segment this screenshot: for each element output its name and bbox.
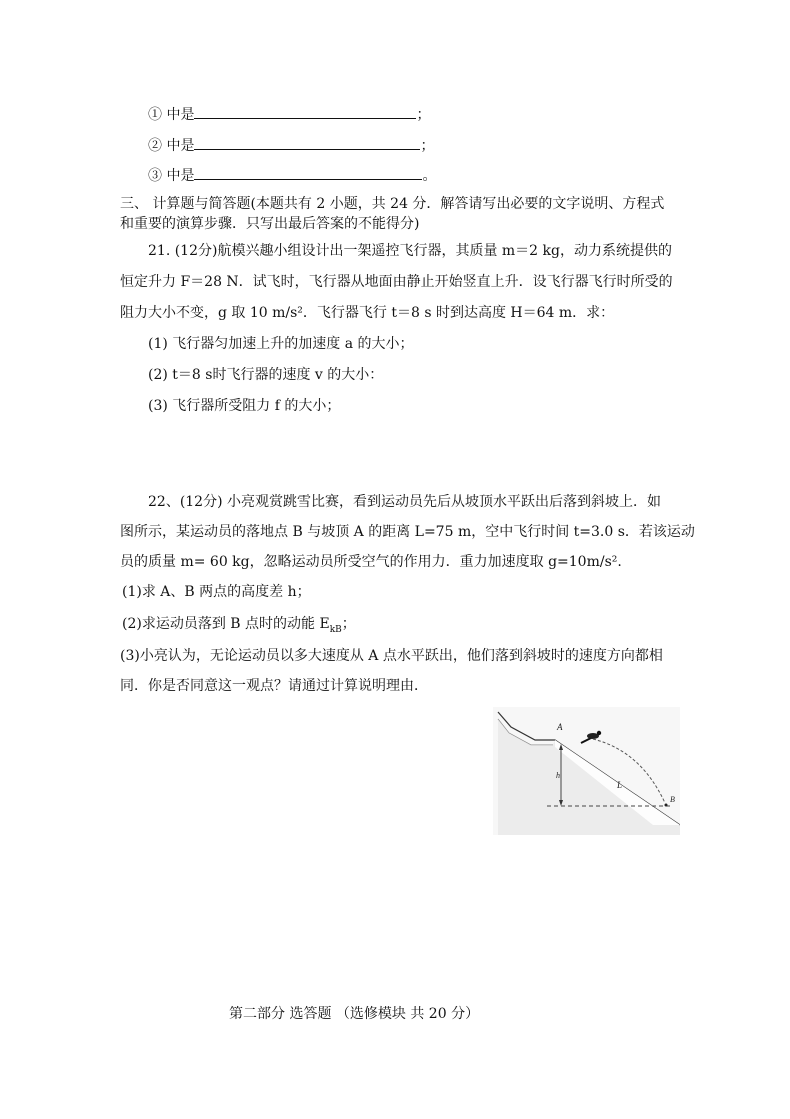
q21-text-line-3: 阻力大小不变，g 取 10 m/s²．飞行器飞行 t＝8 s 时到达高度 H＝64 m．求： [120, 305, 615, 321]
part-two-heading: 第二部分 选答题 （选修模块 共 20 分） [229, 1006, 480, 1022]
blank-lead-1: 中是 [166, 107, 195, 123]
q22-part-3-line-2: 同．你是否同意这一观点？请通过计算说明理由． [120, 678, 428, 694]
blank-line-3 [148, 165, 436, 185]
label-h: h [556, 771, 560, 780]
q21-part-2: (2) t＝8 s时飞行器的速度 v 的大小： [148, 367, 384, 383]
q21-text-line-1: 21. (12分)航模兴趣小组设计出一架遥控飞行器，其质量 m＝2 kg，动力系统提供的 [148, 243, 672, 259]
blank-lead-2: 中是 [166, 138, 195, 154]
q22-text-line-1: 22、(12分) 小亮观赏跳雪比赛，看到运动员先后从坡顶水平跃出后落到斜坡上．如 [148, 494, 662, 510]
answer-blank-3[interactable] [194, 165, 422, 180]
q21-text-line-2: 恒定升力 F＝28 N．试飞时，飞行器从地面由静止开始竖直上升．设飞行器飞行时所受的 [120, 274, 673, 290]
item-marker-3: ③ [148, 168, 162, 184]
blank-line-1 [148, 104, 430, 124]
ski-jump-figure [493, 707, 680, 835]
label-a: A [557, 722, 563, 732]
label-b: B [670, 795, 675, 804]
item-marker-2: ② [148, 138, 162, 154]
blank-end-2: ； [420, 138, 435, 154]
q22-part-1: (1)求 A、B 两点的高度差 h； [122, 584, 311, 600]
point-b-marker [665, 804, 668, 807]
q22-text-line-2: 图所示，某运动员的落地点 B 与坡顶 A 的距离 L=75 m，空中飞行时间 t=3.0 s．若该运动 [120, 524, 695, 540]
label-l: L [617, 780, 623, 790]
q22-text-line-3: 员的质量 m= 60 kg，忽略运动员所受空气的作用力．重力加速度取 g=10m/s². [120, 554, 622, 570]
answer-blank-1[interactable] [194, 104, 416, 119]
section-heading: 三、 计算题与简答题(本题共有 2 小题，共 24 分．解答请写出必要的文字说明、方程式 [120, 196, 665, 212]
kinetic-energy-subscript: kB [329, 624, 342, 635]
q22-part-2: (2)求运动员落到 B 点时的动能 $E_{kB}$； [122, 616, 356, 635]
blank-end-3: 。 [422, 168, 437, 184]
blank-line-2 [148, 135, 434, 155]
q22-part-3-line-1: (3)小亮认为，无论运动员以多大速度从 A 点水平跃出，他们落到斜坡时的速度方向都相 [120, 648, 663, 664]
section-heading-cont: 和重要的演算步骤．只写出最后答案的不能得分) [120, 216, 420, 232]
q21-part-1: (1) 飞行器匀加速上升的加速度 a 的大小； [148, 336, 414, 352]
q21-part-3: (3) 飞行器所受阻力 f 的大小； [148, 398, 341, 414]
ski-slope-diagram [493, 707, 680, 835]
item-marker-1: ① [148, 107, 162, 123]
blank-end-1: ； [416, 107, 431, 123]
answer-blank-2[interactable] [194, 135, 420, 150]
blank-lead-3: 中是 [166, 168, 195, 184]
skier-icon [581, 731, 601, 743]
